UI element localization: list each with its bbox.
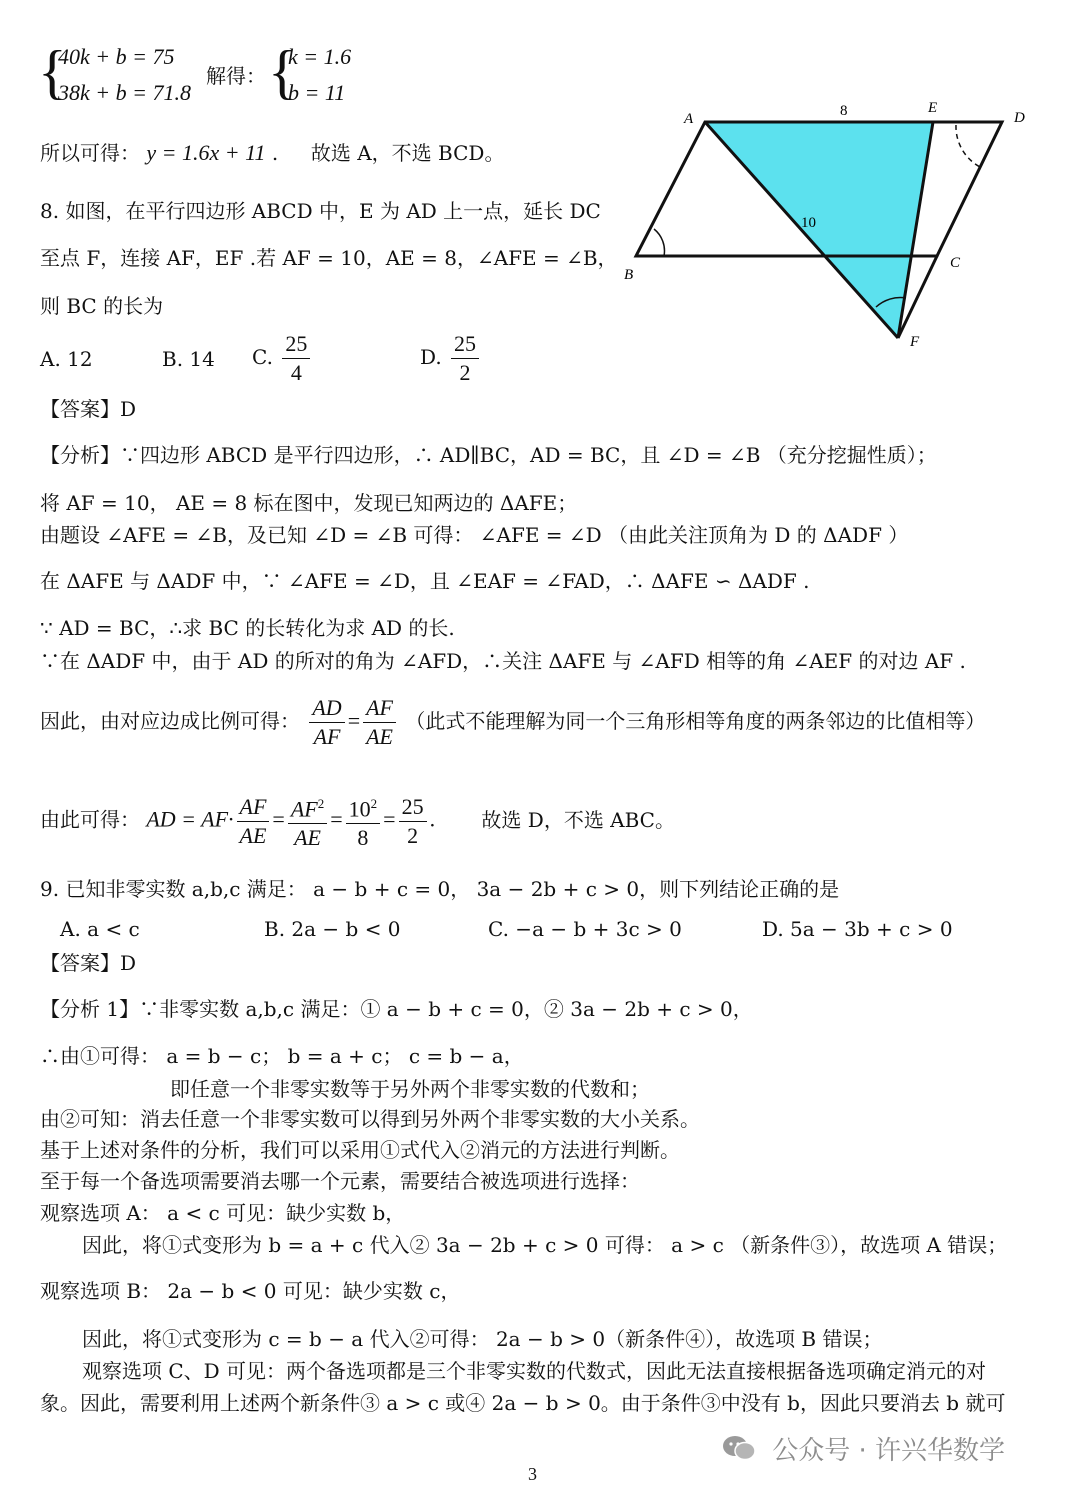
result-equation: y = 1.6x + 11 [146,140,266,165]
q8-c-denominator: 4 [290,360,302,385]
q9-analysis-4: 由②可知：消去任意一个非零实数可以得到另外两个非零实数的大小关系。 [40,1107,700,1131]
q8-option-d: D. $\frac{25}{2}$ [420,330,482,387]
q8-option-b: B. 14 [162,347,215,371]
result-line: 所以可得： y = 1.6x + 11 . 故选 A，不选 BCD。 [40,140,505,165]
label-b: B [624,267,634,283]
parallelogram-figure [600,90,1070,360]
q8-d-numerator: 25 [451,330,479,359]
q9-answer: 【答案】D [40,951,137,975]
q8-analysis-4: 在 ΔAFE 与 ΔADF 中，∵ ∠AFE = ∠D，且 ∠EAF = ∠FAD，∴ ΔAFE ∽ ΔADF . [40,569,810,593]
angle-d-arc [956,125,982,168]
q9-analysis-8: 因此，将①式变形为 b = a + c 代入② 3a − 2b + c > 0 可得： a > c （新条件③），故选项 A 错误； [82,1233,1008,1257]
q8-option-a: A. 12 [40,347,93,371]
q8-analysis-7: 因此，由对应边成比例可得： $\frac{AD}{AF}$ = $\frac{AF}{AE}$ （此式不能理解为同一个三角形相等角度的两条邻边的比值相等） [40,695,986,749]
system-eq-2: 38k + b = 71.8 [58,80,191,105]
q9-analysis-7: 观察选项 A： a < c 可见：缺少实数 b， [40,1201,406,1225]
q8-analysis-3: 由题设 ∠AFE = ∠B，及已知 ∠D = ∠B 可得： ∠AFE = ∠D （由此关注顶角为 D 的 ΔADF ） [40,523,909,547]
solution-k: k = 1.6 [288,44,352,69]
system-eq-1: 40k + b = 75 [58,44,175,69]
page-number: 3 [528,1464,537,1484]
q8-line-2: 至点 F，连接 AF，EF .若 AF = 10，AE = 8，∠AFE = ∠B， [40,246,618,270]
q9-option-a: A. a < c [60,917,140,941]
q8-line-1: 8. 如图，在平行四边形 ABCD 中，E 为 AD 上一点，延长 DC [40,199,601,223]
left-brace: { [38,39,67,105]
label-f: F [910,334,920,350]
q9-analysis-6: 至于每一个备选项需要消去哪一个元素，需要结合被选项进行选择： [40,1169,640,1193]
q9-option-d: D. 5a − 3b + c > 0 [762,917,953,941]
q8-analysis-5: ∵ AD = BC，∴求 BC 的长转化为求 AD 的长. [40,616,455,640]
q9-analysis-12: 象。因此，需要利用上述两个新条件③ a > c 或④ 2a − b > 0。由于条件③中没有 b，因此只要消去 b 就可 [40,1391,1006,1415]
q8-analysis-8: 由此可得： AD = AF· $\frac{AF}{AE}$ = $\frac{AF^2}{AE}$ = $\frac{10^2}{8}$ = $\frac{25}{2}$ . 故选 D，不选 ABC。 [40,790,675,852]
q9-analysis-10: 因此，将①式变形为 c = b − a 代入②可得： 2a − b > 0（新条件④），故选项 B 错误； [82,1327,883,1351]
shaded-triangle-afe [705,122,933,338]
q8-c-numerator: 25 [282,330,310,359]
q8-analysis-2: 将 AF = 10， AE = 8 标在图中，发现已知两边的 ΔAFE； [40,491,578,515]
q9-analysis-1: 【分析 1】∵非零实数 a,b,c 满足：① a − b + c = 0，② 3a − 2b + c > 0， [40,997,753,1021]
q9-option-b: B. 2a − b < 0 [264,917,401,941]
q8-analysis-1: 【分析】∵四边形 ABCD 是平行四边形，∴ AD∥BC，AD = BC，且 ∠D = ∠B （充分挖掘性质）； [40,443,937,467]
right-brace: { [268,39,297,105]
q9-analysis-2: ∴由①可得： a = b − c； b = a + c； c = b − a， [40,1044,524,1068]
solution-b: b = 11 [288,80,346,105]
label-ae-length: 8 [840,103,848,119]
q9-analysis-3: 即任意一个非零实数等于另外两个非零实数的代数和； [170,1077,650,1101]
wechat-icon [722,1434,756,1469]
label-c: C [950,255,961,271]
angle-b-arc [654,229,664,256]
label-a: A [684,111,694,127]
q8-line-3: 则 BC 的长为 [40,294,164,318]
label-af-length: 10 [801,215,816,231]
solve-label: 解得： [206,64,266,88]
q8-d-denominator: 2 [459,360,471,385]
label-d: D [1014,110,1025,126]
q8-analysis-6: ∵在 ΔADF 中，由于 AD 的所对的角为 ∠AFD，∴关注 ΔAFE 与 ∠AFD 相等的角 ∠AEF 的对边 AF . [40,649,966,673]
q9-option-c: C. −a − b + 3c > 0 [488,917,682,941]
q9-analysis-9: 观察选项 B： 2a − b < 0 可见：缺少实数 c， [40,1279,461,1303]
q9-line-1: 9. 已知非零实数 a,b,c 满足： a − b + c = 0， 3a − 2b + c > 0，则下列结论正确的是 [40,877,840,901]
q8-answer: 【答案】D [40,397,137,421]
q9-analysis-11: 观察选项 C、D 可见：两个备选项都是三个非零实数的代数式，因此无法直接根据备选项确定消元的对 [82,1359,987,1383]
q8-option-c: C. $\frac{25}{4}$ [252,330,313,387]
q9-analysis-5: 基于上述对条件的分析，我们可以采用①式代入②消元的方法进行判断。 [40,1138,680,1162]
watermark: 公众号 · 许兴华数学 [722,1430,1005,1469]
label-e: E [928,100,938,116]
